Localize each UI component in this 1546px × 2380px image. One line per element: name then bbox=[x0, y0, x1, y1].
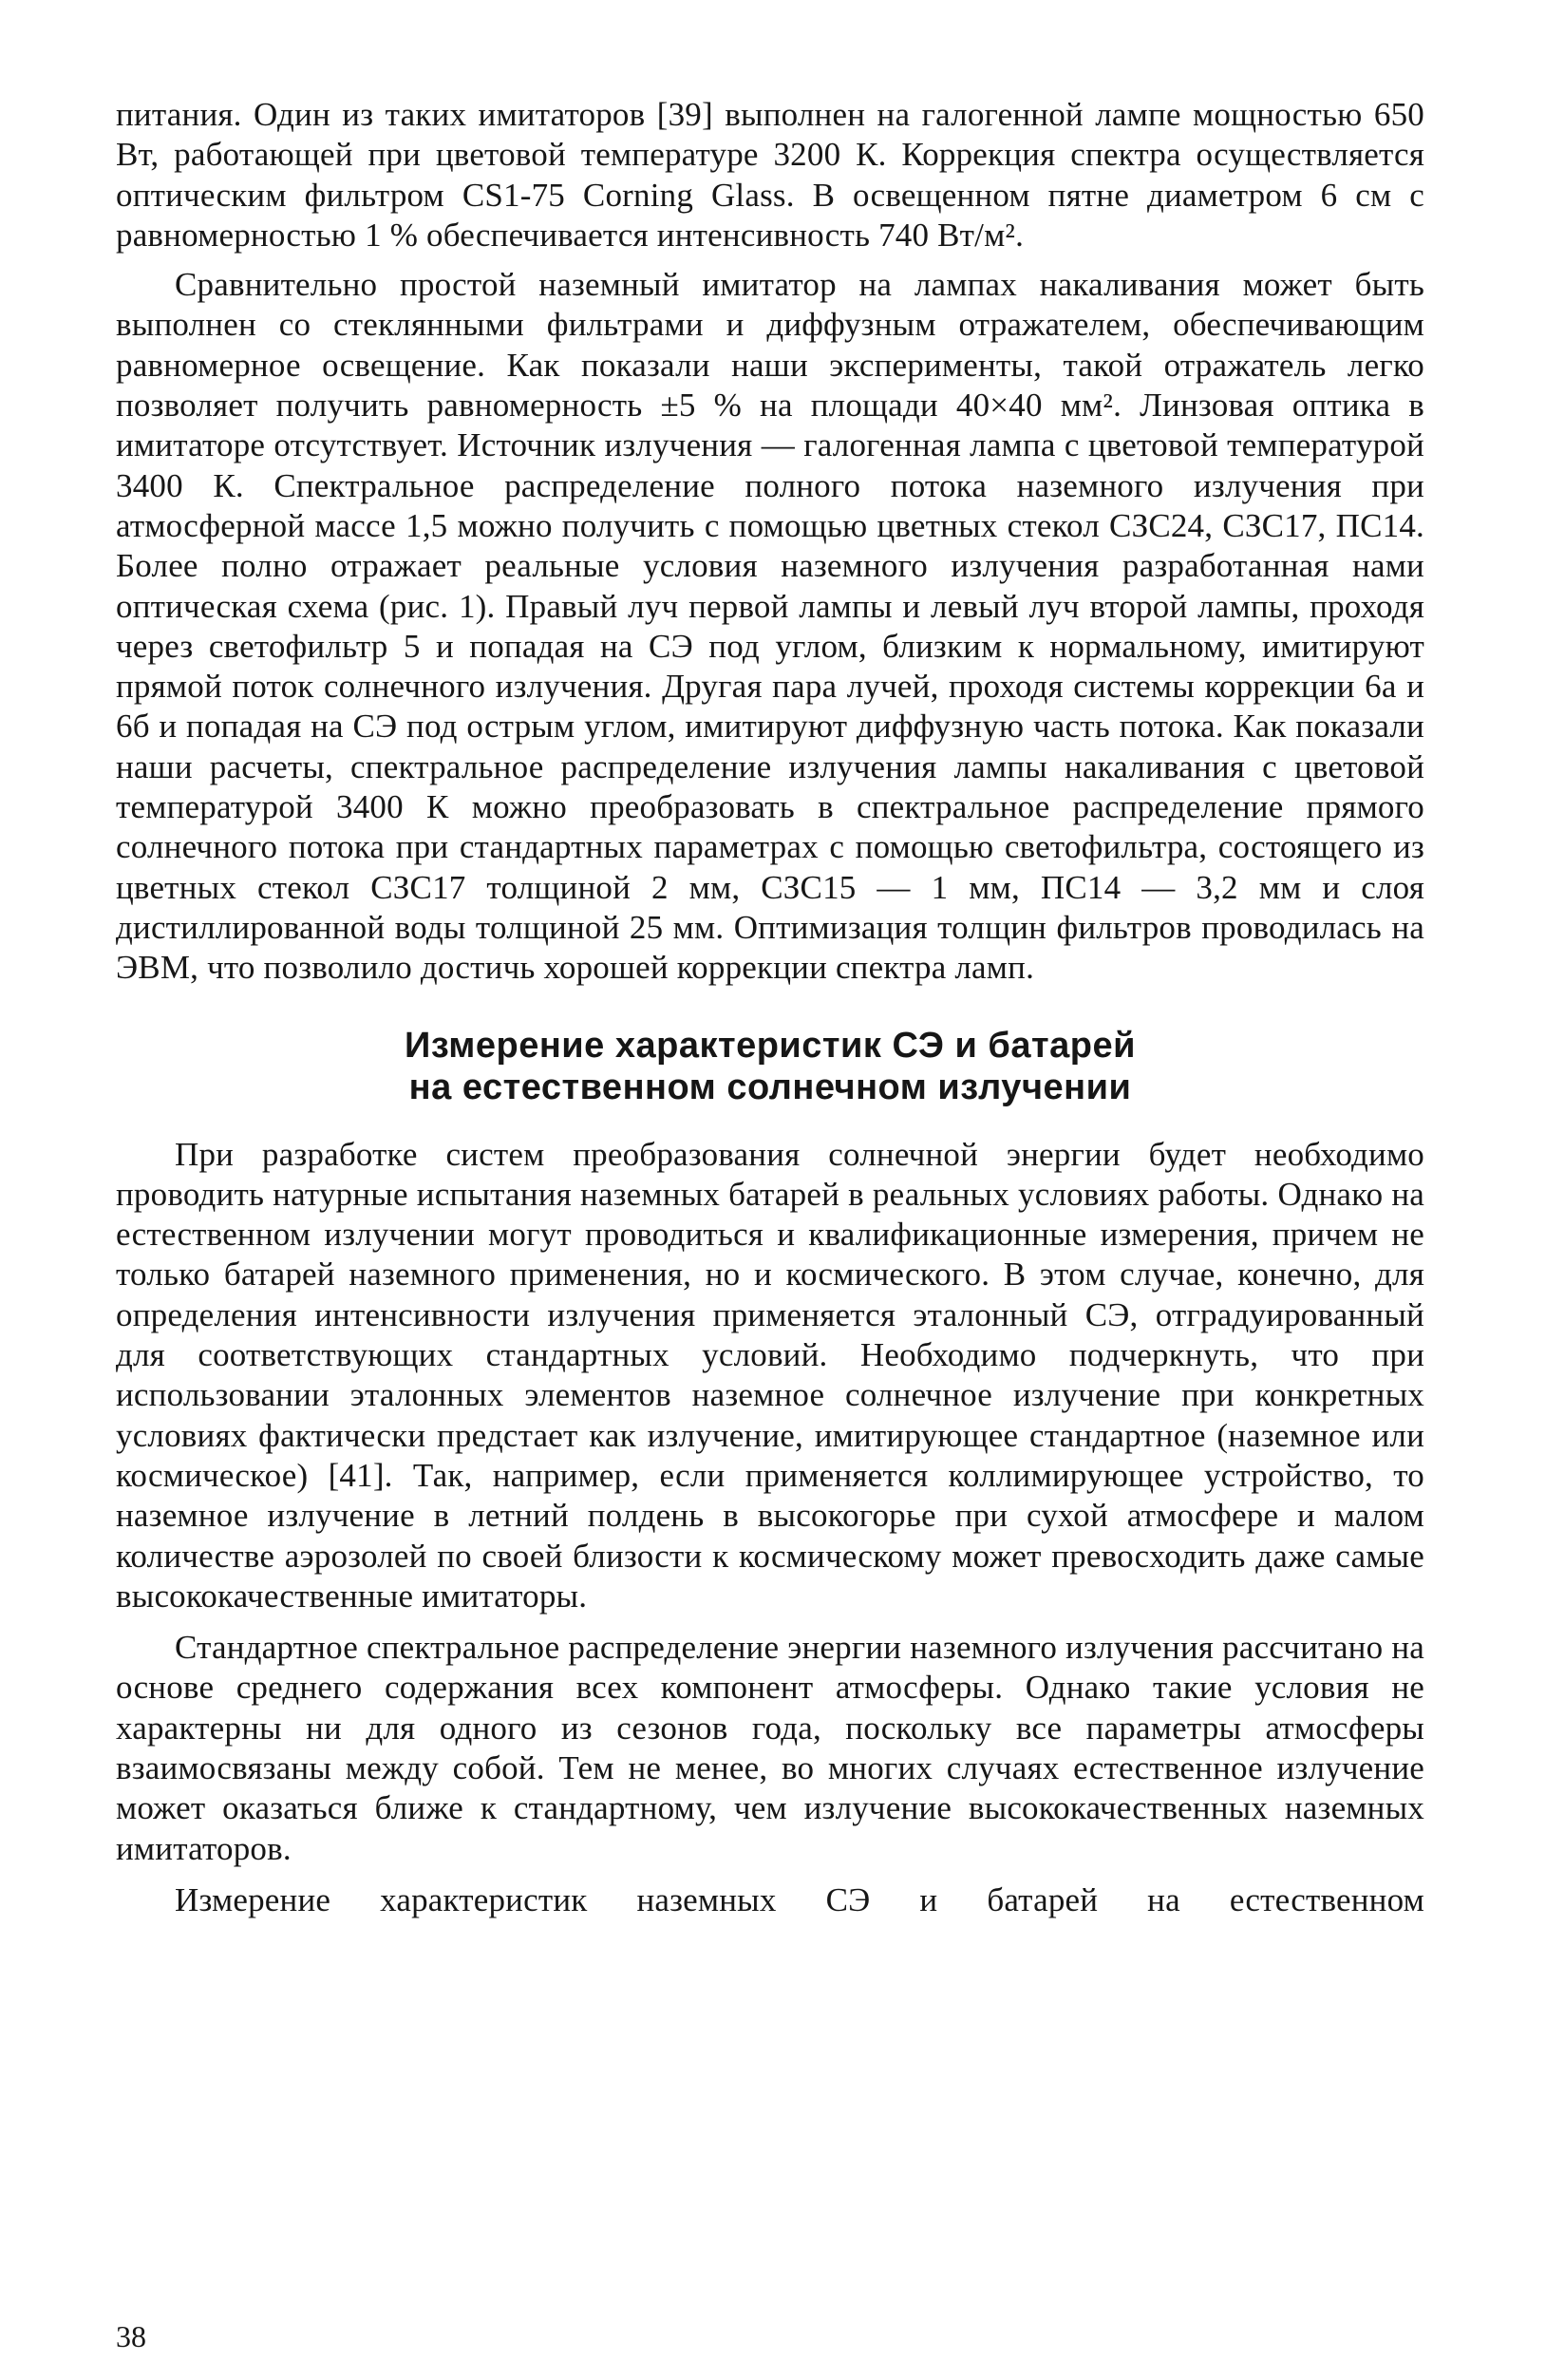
section-heading-line-1: Измерение характеристик СЭ и батарей bbox=[405, 1025, 1136, 1066]
paragraph-standard-distribution: Стандартное спектральное распределение энергии наземного излучения рассчитано на основе среднего содержания всех компонент атмосферы. Однако такие условия не характерны ни для одного из сезонов года, поскольку все параметры атмосферы взаимосвязаны между собой. Тем не менее, во многих случаях естественное излучение может оказаться ближе к стандартному, чем излучение высококачественных наземных имитаторов. bbox=[116, 1629, 1424, 1867]
paragraph-continuation: питания. Один из таких имитаторов [39] выполнен на галогенной лампе мощностью 650 Вт, работающей при цветовой температуре 3200 К. Коррекция спектра осуществляется оптическим фильтром CS1-75 Corning Glass. В освещенном пятне диаметром 6 см с равномерностью 1 % обеспечивается интенсивность 740 Вт/м². bbox=[116, 96, 1424, 254]
page-content bbox=[116, 95, 1424, 1920]
paragraph-natural-testing: При разработке систем преобразования солнечной энергии будет необходимо проводить натурные испытания наземных батарей в реальных условиях работы. Однако на естественном излучении могут проводиться и квалификационные измерения, причем не только батарей наземного применения, но и космического. В этом случае, конечно, для определения интенсивности излучения применяется эталонный СЭ, отградуированный для соответствующих стандартных условий. Необходимо подчеркнуть, что при использовании эталонных элементов наземное солнечное излучение при конкретных условиях фактически предстает как излучение, имитирующее стандартное (наземное или космическое) [41]. Так, например, если применяется коллимирующее устройство, то наземное излучение в летний полдень в высокогорье при сухой атмосфере и малом количестве аэрозолей по своей близости к космическому может превосходить даже самые высококачественные имитаторы. bbox=[116, 1135, 1424, 1615]
section-heading-line-2: на естественном солнечном излучении bbox=[408, 1067, 1132, 1107]
paragraph-simulator: Сравнительно простой наземный имитатор на лампах накаливания может быть выполнен со стеклянными фильтрами и диффузным отражателем, обеспечивающим равномерное освещение. Как показали наши эксперименты, такой отражатель легко позволяет получить равномерность ±5 % на площади 40×40 мм². Линзовая оптика в имитаторе отсутствует. Источник излучения — галогенная лампа с цветовой температурой 3400 К. Спектральное распределение полного потока наземного излучения при атмосферной массе 1,5 можно получить с помощью цветных стекол СЗС24, СЗС17, ПС14. Более полно отражает реальные условия наземного излучения разработанная нами оптическая схема (рис. 1). Правый луч первой лампы и левый луч второй лампы, проходя через светофильтр 5 и попадая на СЭ под углом, близким к нормальному, имитируют прямой поток солнечного излучения. Другая пара лучей, проходя системы коррекции 6а и 6б и попадая на СЭ под острым углом, имитируют диффузную часть потока. Как показали наши расчеты, спектральное распределение излучения лампы накаливания с цветовой температурой 3400 К можно преобразовать в спектральное распределение прямого солнечного потока при стандартных параметрах с помощью светофильтра, состоящего из цветных стекол СЗС17 толщиной 2 мм, СЗС15 — 1 мм, ПС14 — 3,2 мм и слоя дистиллированной воды толщиной 25 мм. Оптимизация толщин фильтров проводилась на ЭВМ, что позволило достичь хорошей коррекции спектра ламп. bbox=[116, 266, 1424, 987]
section-heading bbox=[116, 1025, 1424, 1108]
paragraph-measurement-start: Измерение характеристик наземных СЭ и батарей на естественном bbox=[175, 1880, 1424, 1918]
page-number: 38 bbox=[116, 2319, 146, 2353]
